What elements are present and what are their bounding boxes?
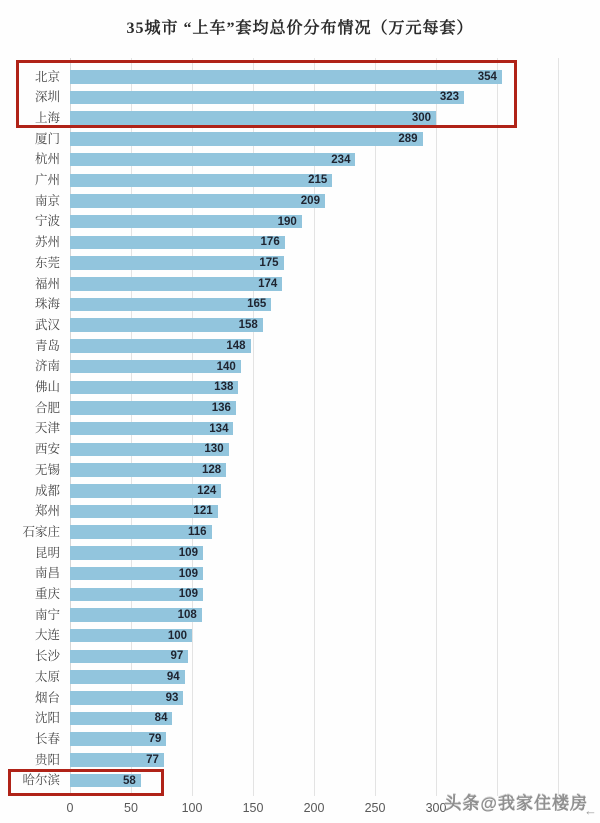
- bar-row: [0, 463, 600, 477]
- value-label: 109: [178, 546, 198, 559]
- value-label: 158: [238, 319, 258, 332]
- bar-row: [0, 608, 600, 622]
- city-label: 福州: [34, 276, 60, 291]
- city-label: 济南: [34, 359, 60, 374]
- value-label: 84: [154, 712, 168, 725]
- city-label: 广州: [34, 173, 60, 187]
- bar: [70, 360, 241, 374]
- value-label: 190: [277, 215, 297, 228]
- city-label: 苏州: [34, 235, 60, 250]
- value-label: 138: [214, 381, 234, 394]
- bar: [70, 712, 172, 726]
- city-label: 重庆: [34, 587, 60, 601]
- bar-chart-plot: [0, 55, 600, 818]
- city-label: 烟台: [34, 690, 60, 705]
- bar-row: [0, 339, 600, 353]
- bar-row: [0, 484, 600, 498]
- city-label: 郑州: [34, 504, 60, 519]
- value-label: 130: [204, 443, 224, 456]
- value-label: 209: [300, 194, 320, 207]
- bar: [70, 484, 221, 498]
- bar-row: [0, 546, 600, 560]
- bar-row: [0, 732, 600, 746]
- bar: [70, 318, 263, 332]
- bar-row: [0, 505, 600, 519]
- bar: [70, 256, 284, 270]
- bar-row: [0, 588, 600, 602]
- city-label: 南宁: [34, 607, 60, 622]
- bar: [70, 298, 271, 312]
- bar-row: [0, 381, 600, 395]
- value-label: 148: [226, 339, 246, 352]
- city-label: 上海: [34, 110, 60, 125]
- city-label: 南京: [34, 193, 60, 208]
- value-label: 100: [167, 629, 187, 642]
- bar-row: [0, 712, 600, 726]
- value-label: 121: [193, 505, 213, 518]
- bar: [70, 381, 238, 395]
- city-label: 长春: [34, 731, 60, 746]
- city-label: 宁波: [34, 214, 60, 229]
- bar-row: [0, 650, 600, 664]
- value-label: 93: [165, 691, 179, 704]
- bar-row: [0, 691, 600, 705]
- city-label: 大连: [34, 628, 60, 643]
- bar: [70, 339, 251, 353]
- city-label: 长沙: [34, 649, 60, 664]
- bar-row: [0, 194, 600, 208]
- bar-row: [0, 401, 600, 415]
- bar: [70, 567, 203, 581]
- x-tick-label-100: 100: [181, 801, 203, 815]
- city-label: 成都: [34, 483, 60, 498]
- value-label: 128: [201, 464, 222, 477]
- city-label: 深圳: [34, 90, 60, 105]
- value-label: 289: [398, 132, 418, 145]
- x-tick-label-300: 300: [425, 801, 447, 815]
- value-label: 176: [260, 236, 280, 249]
- bar: [70, 732, 166, 746]
- value-label: 136: [211, 401, 231, 414]
- x-tick-label-0: 0: [66, 801, 74, 815]
- value-label: 174: [258, 277, 278, 290]
- bar: [70, 670, 185, 684]
- value-label: 234: [331, 153, 351, 166]
- bar: [70, 401, 236, 415]
- bar: [70, 132, 423, 146]
- city-label: 石家庄: [22, 524, 60, 539]
- value-label: 175: [259, 257, 279, 270]
- bar-row: [0, 629, 600, 643]
- city-label: 西安: [34, 442, 60, 457]
- value-label: 354: [477, 70, 497, 83]
- value-label: 134: [209, 422, 229, 435]
- bar: [70, 588, 203, 602]
- value-label: 58: [122, 774, 136, 787]
- bar-row: [0, 215, 600, 229]
- bar-row: [0, 174, 600, 188]
- city-label: 武汉: [34, 317, 60, 332]
- bar-row: [0, 670, 600, 684]
- bar: [70, 153, 355, 167]
- city-label: 青岛: [34, 338, 60, 353]
- bar-row: [0, 318, 600, 332]
- value-label: 109: [178, 567, 198, 580]
- highlight-box-top3-cities: [16, 60, 517, 128]
- bar: [70, 505, 218, 519]
- city-label: 北京: [34, 69, 60, 84]
- value-label: 116: [187, 526, 207, 539]
- x-tick-label-50: 50: [124, 801, 138, 815]
- bar: [70, 691, 183, 705]
- bar-row: [0, 360, 600, 374]
- bar: [70, 629, 192, 643]
- bar: [70, 525, 212, 539]
- city-label: 厦门: [34, 131, 60, 146]
- bar: [70, 753, 164, 767]
- value-label: 108: [177, 608, 197, 621]
- x-tick-label-200: 200: [303, 801, 325, 815]
- bar-row: [0, 525, 600, 539]
- value-label: 79: [148, 733, 162, 746]
- bar: [70, 174, 332, 188]
- bar: [70, 546, 203, 560]
- value-label: 77: [146, 753, 159, 766]
- city-label: 太原: [34, 669, 60, 684]
- bar: [70, 463, 226, 477]
- city-label: 佛山: [34, 380, 60, 394]
- chart-title: 35城市 “上车”套均总价分布情况（万元每套）: [126, 20, 474, 37]
- watermark-text: 头条@我家住楼房: [444, 794, 588, 813]
- bar: [70, 236, 285, 250]
- bar-row: [0, 132, 600, 146]
- bar: [70, 215, 302, 229]
- value-label: 140: [216, 360, 236, 373]
- x-tick-label-150: 150: [242, 801, 264, 815]
- bar: [70, 650, 188, 664]
- bar-row: [0, 256, 600, 270]
- city-label: 天津: [34, 421, 60, 436]
- bar: [70, 194, 325, 208]
- bar-row: [0, 277, 600, 291]
- bar-row: [0, 567, 600, 581]
- value-label: 109: [178, 588, 198, 601]
- bar: [70, 608, 202, 622]
- value-label: 124: [197, 484, 217, 497]
- city-label: 无锡: [34, 462, 60, 477]
- back-arrow-icon: ←: [584, 803, 597, 818]
- value-label: 97: [170, 650, 184, 663]
- bar: [70, 277, 282, 291]
- value-label: 323: [439, 91, 460, 104]
- city-label: 东莞: [34, 255, 60, 270]
- city-label: 合肥: [34, 400, 60, 415]
- bar-row: [0, 443, 600, 457]
- bar: [70, 443, 229, 457]
- city-label: 南昌: [34, 566, 60, 581]
- bar-row: [0, 753, 600, 767]
- city-label: 贵阳: [34, 752, 60, 767]
- city-label: 杭州: [34, 152, 60, 167]
- bar-row: [0, 298, 600, 312]
- bar: [70, 422, 233, 436]
- city-label: 哈尔滨: [22, 773, 60, 788]
- city-label: 沈阳: [34, 711, 60, 726]
- city-label: 昆明: [34, 545, 60, 560]
- value-label: 94: [166, 671, 180, 684]
- bar-row: [0, 153, 600, 167]
- x-tick-label-250: 250: [364, 801, 386, 815]
- highlight-box-lowest-city: [8, 769, 164, 796]
- city-label: 珠海: [34, 297, 60, 312]
- value-label: 215: [308, 174, 328, 187]
- value-label: 300: [411, 112, 431, 125]
- value-label: 165: [247, 298, 267, 311]
- bar-row: [0, 422, 600, 436]
- bar-row: [0, 236, 600, 250]
